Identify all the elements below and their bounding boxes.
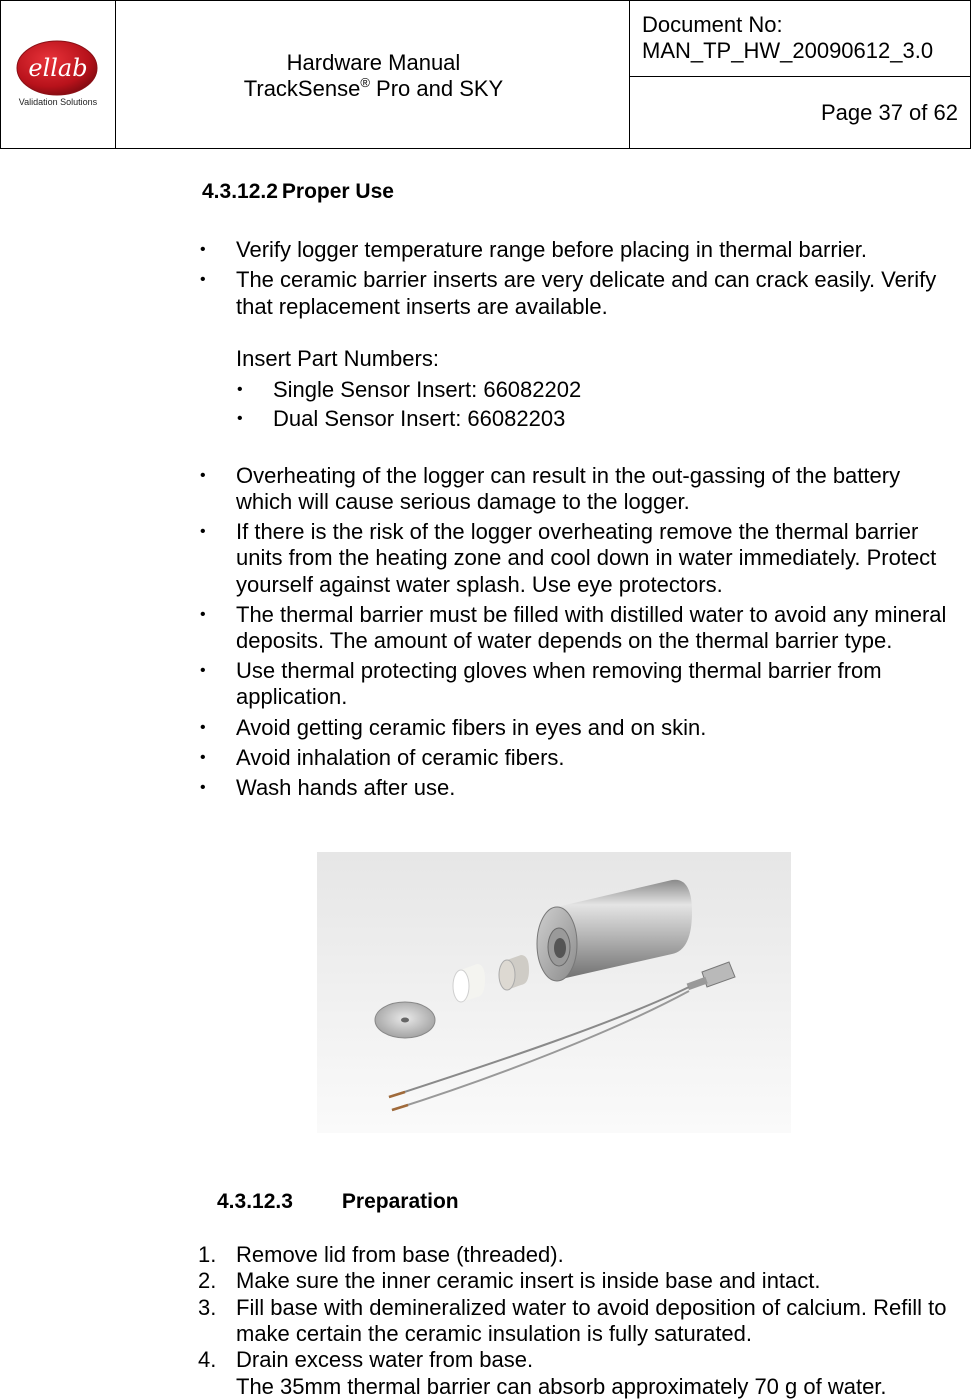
insert-item: Dual Sensor Insert: 66082203 (273, 406, 566, 431)
bullet-icon: • (237, 410, 243, 427)
list-item: The ceramic barrier inserts are very delicate and can crack easily. Verify (236, 267, 937, 292)
section-title: Proper Use (281, 180, 394, 203)
step-text: Make sure the inner ceramic insert is inside base and intact. (236, 1268, 821, 1293)
bullet-icon: • (200, 467, 206, 484)
insert-item: Single Sensor Insert: 66082202 (273, 377, 582, 402)
step-text: Fill base with demineralized water to avoid deposition of calcium. Refill to (236, 1295, 947, 1320)
manual-title: Hardware Manual (286, 50, 461, 75)
logo-subtitle: Validation Solutions (18, 97, 98, 107)
document-number (642, 12, 933, 64)
step-number: 2. (198, 1268, 217, 1293)
ellab-logo (16, 40, 98, 96)
list-item-continued: deposits. The amount of water depends on the thermal barrier type. (236, 628, 893, 653)
section-title: Preparation (341, 1190, 459, 1213)
list-item: Wash hands after use. (236, 775, 456, 800)
header-divider (630, 76, 970, 77)
step-number: 1. (198, 1242, 217, 1267)
insert-heading: Insert Part Numbers: (236, 346, 439, 371)
list-item-continued: yourself against water splash. Use eye protectors. (236, 572, 723, 597)
step-number: 4. (198, 1347, 217, 1372)
bullet-icon: • (200, 606, 206, 623)
bullet-icon: • (200, 662, 206, 679)
document-header (0, 0, 971, 149)
doc-no-label: Document No: (642, 12, 783, 37)
step-text: Remove lid from base (threaded). (236, 1242, 564, 1267)
product-name-main: TrackSense (243, 76, 361, 101)
list-item: If there is the risk of the logger overheating remove the thermal barrier (236, 519, 919, 544)
list-item: Overheating of the logger can result in the out-gassing of the battery (236, 463, 901, 488)
bullet-icon: • (200, 719, 206, 736)
lid-disc (375, 1002, 435, 1038)
product-name (117, 76, 630, 102)
section-heading-proper-use (202, 180, 394, 204)
bullet-icon: • (200, 523, 206, 540)
bullet-icon: • (200, 241, 206, 258)
section-number: 4.3.12.3 (217, 1190, 293, 1213)
page-number: Page 37 of 62 (820, 100, 958, 125)
list-item: Use thermal protecting gloves when removing thermal barrier from (236, 658, 882, 683)
section-number: 4.3.12.2 (202, 180, 278, 203)
step-text-continued: The 35mm thermal barrier can absorb approximately 70 g of water. (236, 1374, 887, 1399)
logo-cell (1, 1, 116, 148)
logo-wordmark: ellab (28, 54, 88, 82)
title-cell (117, 1, 630, 148)
bullet-icon: • (200, 749, 206, 766)
thermal-barrier-photo (317, 852, 791, 1133)
step-text: Drain excess water from base. (236, 1347, 534, 1372)
list-item: Avoid getting ceramic fibers in eyes and on skin. (236, 715, 707, 740)
list-item: The thermal barrier must be filled with distilled water to avoid any mineral (236, 602, 947, 627)
list-item: Avoid inhalation of ceramic fibers. (236, 745, 565, 770)
section-heading-preparation (217, 1190, 459, 1214)
list-item-continued: application. (236, 684, 348, 709)
doc-no-value: MAN_TP_HW_20090612_3.0 (642, 38, 934, 63)
list-item-continued: units from the heating zone and cool down in water immediately. Protect (236, 545, 937, 570)
bullet-icon: • (200, 779, 206, 796)
list-item: Verify logger temperature range before placing in thermal barrier. (236, 237, 868, 262)
product-name-suffix: Pro and SKY (369, 76, 504, 101)
list-item-continued: that replacement inserts are available. (236, 294, 608, 319)
registered-mark: ® (360, 75, 370, 90)
list-item-continued: which will cause serious damage to the logger. (236, 489, 690, 514)
bullet-icon: • (200, 271, 206, 288)
step-number: 3. (198, 1295, 217, 1320)
step-text-continued: make certain the ceramic insulation is fully saturated. (236, 1321, 753, 1346)
bullet-icon: • (237, 381, 243, 398)
